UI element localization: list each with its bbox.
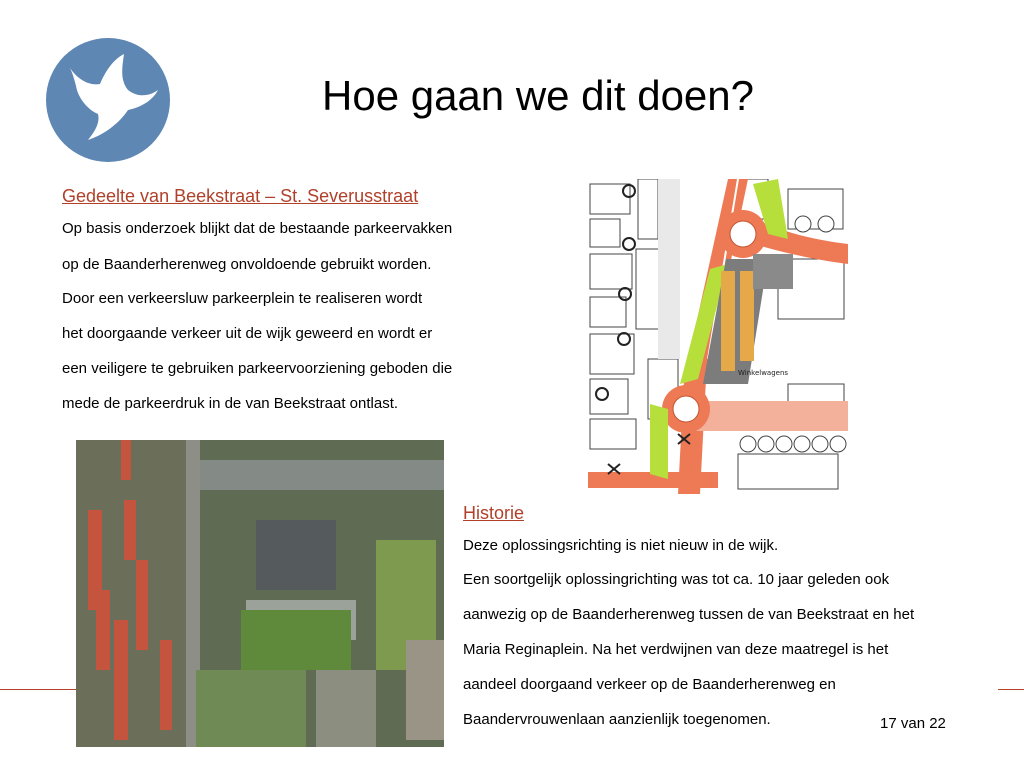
paragraph-line: het doorgaande verkeer uit de wijk geweerd en wordt er — [62, 325, 433, 342]
paragraph-line: Op basis onderzoek blijkt dat de bestaande parkeervakken — [62, 220, 453, 237]
section-title-historie: Historie — [463, 503, 525, 523]
street-plan-image — [588, 179, 848, 494]
aerial-photo — [76, 440, 444, 747]
divider-right — [998, 689, 1024, 690]
paragraph-line: op de Baanderherenweg onvoldoende gebruikt worden. — [62, 256, 432, 273]
plan-label: Winkelwagens — [738, 369, 789, 377]
divider-left — [0, 689, 76, 690]
paragraph-line: mede de parkeerdruk in de van Beekstraat ontlast. — [62, 395, 399, 412]
paragraph-line: Deze oplossingsrichting is niet nieuw in de wijk. — [463, 537, 779, 554]
paragraph-line: aandeel doorgaand verkeer op de Baanderherenweg en — [463, 676, 836, 693]
section-title-beekstraat: Gedeelte van Beekstraat – St. Severusstraat — [62, 186, 419, 206]
paragraph-line: een veiligere te gebruiken parkeervoorziening geboden die — [62, 360, 453, 377]
page-number: 17 van 22 — [880, 715, 946, 732]
paragraph-line: Door een verkeersluw parkeerplein te realiseren wordt — [62, 290, 423, 307]
paragraph-line: Een soortgelijk oplossingrichting was tot ca. 10 jaar geleden ook — [463, 571, 890, 588]
paragraph-line: Baandervrouwenlaan aanzienlijk toegenomen. — [463, 711, 771, 728]
paragraph-line: Maria Reginaplein. Na het verdwijnen van deze maatregel is het — [463, 641, 889, 658]
paragraph-line: aanwezig op de Baanderherenweg tussen de van Beekstraat en het — [463, 606, 915, 623]
page-title: Hoe gaan we dit doen? — [322, 72, 754, 119]
